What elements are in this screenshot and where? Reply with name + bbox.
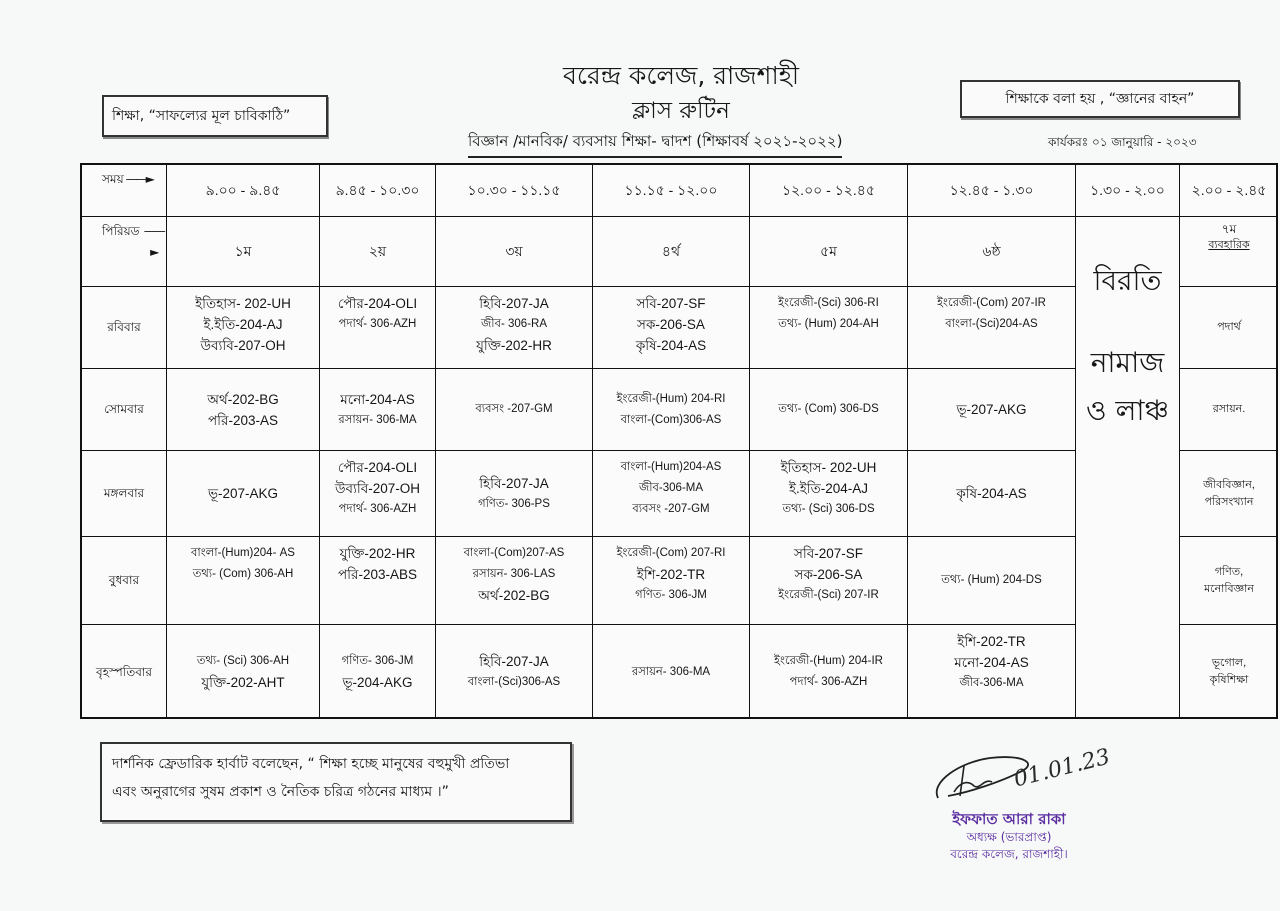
time-slot-header [750, 165, 908, 217]
class-entry: পদার্থ- 306-AZH [789, 676, 868, 688]
class-entry: রসায়ন- 306-LAS [472, 568, 556, 580]
day-label-cell [82, 451, 167, 537]
class-entry: গণিত- 306-JM [341, 655, 414, 667]
motto-left-text: শিক্ষা, “সাফল্যের মূল চাবিকাঠি” [112, 108, 291, 124]
practical-cell [1180, 451, 1278, 537]
motto-box-right [960, 80, 1240, 118]
quote-line-1: দার্শনিক ফ্রেডারিক হার্বাট বলেছেন, “ শিক্ষা হচ্ছে মানুষের বহুমুখী প্রতিভা [112, 756, 510, 772]
class-entry: ভূ-207-AKG [956, 402, 1027, 417]
day-label-cell [82, 287, 167, 369]
class-entry: কৃষি-204-AS [635, 338, 707, 353]
class-slot-cell [320, 451, 436, 537]
prayer-text: নামাজ [1090, 346, 1165, 379]
day-name: মঙ্গলবার [103, 486, 145, 500]
class-entry: তথ্য- (Hum) 204-DS [941, 574, 1042, 586]
practical-subject: কৃষিশিক্ষা [1209, 674, 1249, 686]
class-entry: তথ্য- (Com) 306-DS [778, 403, 879, 415]
class-slot-cell [750, 287, 908, 369]
time-slot-text: ৯.০০ - ৯.৪৫ [205, 182, 281, 198]
time-slot-text: ১০.৩০ - ১১.১৫ [467, 182, 561, 198]
class-entry: বাংলা-(Sci)306-AS [467, 676, 561, 688]
class-entry: ব্যবসং -207-GM [475, 403, 553, 415]
class-slot-cell [908, 287, 1076, 369]
class-entry: ব্যবসং -207-GM [632, 503, 710, 515]
day-name: বৃহস্পতিবার [96, 664, 152, 679]
class-entry: বাংলা-(Hum)204-AS [620, 461, 722, 473]
class-slot-cell [750, 451, 908, 537]
period-number-text: ৫ম [820, 243, 837, 259]
practical-cell [1180, 625, 1278, 719]
class-slot-cell [908, 625, 1076, 719]
class-entry: পৌর-204-OLI [337, 460, 418, 475]
class-entry: পরি-203-ABS [338, 567, 417, 582]
stream-and-session: বিজ্ঞান /মানবিক/ ব্যবসায় শিক্ষা- দ্বাদশ (শিক্ষাবর্ষ ২০২১-২০২২) [468, 130, 842, 158]
motto-right-text: শিক্ষাকে বলা হয় , “জ্ঞানের বাহন” [1005, 91, 1195, 107]
practical-cell [1180, 369, 1278, 451]
class-slot-cell [593, 625, 750, 719]
signer-organization: বরেন্দ্র কলেজ, রাজশাহী। [950, 847, 1068, 861]
time-slot-text: ১২.০০ - ১২.৪৫ [782, 182, 875, 198]
class-slot-cell [436, 369, 593, 451]
class-entry: বাংলা-(Hum)204- AS [191, 547, 295, 559]
practical-subject: গণিত, [1214, 565, 1244, 578]
class-entry: অর্থ-202-BG [478, 588, 550, 603]
class-slot-cell [908, 451, 1076, 537]
class-slot-cell [593, 287, 750, 369]
class-entry: মনো-204-AS [340, 391, 415, 407]
time-slot-header [1180, 165, 1278, 217]
quote-line-2: এবং অনুরাগের সুষম প্রকাশ ও নৈতিক চরিত্র গঠনের মাধ্যম ।” [112, 784, 449, 800]
class-entry: জীব-306-MA [638, 482, 704, 494]
practical-subject: ভূগোল, [1211, 657, 1247, 669]
class-entry: ইংরেজী-(Sci) 207-IR [778, 589, 879, 601]
motto-box-left [102, 95, 328, 137]
class-entry: যুক্তি-202-HR [339, 546, 416, 561]
class-routine-table [80, 163, 1278, 719]
class-entry: ইশি-202-TR [957, 634, 1026, 649]
day-name: রবিবার [107, 320, 141, 334]
class-entry: সক-206-SA [794, 567, 863, 582]
class-entry: তথ্য- (Com) 306-AH [192, 568, 294, 580]
period-number-text: ২য় [368, 243, 387, 259]
time-slot-text: ১২.৪৫ - ১.৩০ [949, 182, 1034, 198]
practical-subject: জীববিজ্ঞান, [1203, 478, 1255, 491]
class-slot-cell [320, 537, 436, 625]
period-number-text: ৩য় [505, 243, 523, 259]
class-slot-cell [750, 369, 908, 451]
class-entry: সবি-207-SF [636, 296, 706, 311]
class-entry: বাংলা-(Com)306-AS [620, 413, 722, 426]
period-7-header [1180, 217, 1278, 287]
practical-cell [1180, 537, 1278, 625]
class-entry: ভূ-207-AKG [207, 486, 279, 501]
period-number-header [750, 217, 908, 287]
time-label-wrap [102, 169, 153, 190]
class-slot-cell [167, 287, 320, 369]
class-entry: মনো-204-AS [954, 655, 1029, 670]
class-entry: জীব-306-MA [959, 677, 1024, 689]
class-entry: গণিত- 306-PS [478, 497, 550, 510]
period-header-label [82, 217, 167, 287]
day-label-cell [82, 625, 167, 719]
signature-date: 01.01.23 [1011, 744, 1113, 793]
time-slot-text: ১.৩০ - ২.০০ [1090, 182, 1165, 198]
class-entry: তথ্য- (Hum) 204-AH [778, 318, 879, 330]
class-entry: ভূ-204-AKG [342, 675, 413, 690]
break-column [1076, 217, 1180, 719]
arrow-right-icon: ——► [125, 172, 153, 186]
class-entry: হিবি-207-JA [479, 475, 549, 491]
class-entry: ই.ইতি-204-AJ [203, 317, 283, 332]
class-slot-cell [320, 625, 436, 719]
class-slot-cell [908, 537, 1076, 625]
day-label-cell [82, 537, 167, 625]
practical-subject: পদার্থ [1217, 321, 1241, 333]
class-entry: রসায়ন- 306-MA [338, 413, 417, 426]
class-slot-cell [320, 287, 436, 369]
time-header-label [82, 165, 167, 217]
class-entry: ইংরেজী-(Hum) 204-RI [616, 392, 726, 405]
time-slot-header [593, 165, 750, 217]
class-entry: হিবি-207-JA [479, 296, 549, 311]
time-slot-text: ১১.১৫ - ১২.০০ [624, 182, 718, 198]
break-text: বিরতি [1093, 264, 1162, 297]
time-slot-header [167, 165, 320, 217]
class-entry: কৃষি-204-AS [956, 486, 1027, 501]
period-number-header [908, 217, 1076, 287]
class-entry: যুক্তি-202-HR [476, 338, 552, 353]
class-slot-cell [167, 625, 320, 719]
lunch-text: ও লাঞ্চ [1086, 394, 1169, 427]
class-slot-cell [167, 537, 320, 625]
class-entry: পদার্থ- 306-AZH [338, 503, 417, 515]
signer-name: ইফফাত আরা রাকা [952, 810, 1066, 828]
period-number-header [320, 217, 436, 287]
period-number-header [593, 217, 750, 287]
day-name: বুধবার [108, 573, 140, 587]
day-name: সোমবার [104, 402, 144, 416]
class-slot-cell [167, 451, 320, 537]
practical-subject: পরিসংখ্যান [1204, 495, 1254, 508]
practical-subject: রসায়ন. [1212, 403, 1246, 415]
time-label-text: সময় [102, 172, 124, 186]
document-title: ক্লাস রুটিন [632, 98, 730, 124]
class-entry: তথ্য- (Sci) 306-DS [782, 503, 875, 515]
class-entry: বাংলা-(Com)207-AS [463, 547, 565, 559]
period-number-text: ৬ষ্ঠ [982, 243, 1001, 259]
period-number-text: ১ম [234, 243, 252, 259]
period-number-header [436, 217, 593, 287]
time-slot-header [320, 165, 436, 217]
class-entry: তথ্য- (Sci) 306-AH [196, 655, 290, 667]
time-slot-header [436, 165, 593, 217]
time-slot-header [1076, 165, 1180, 217]
class-entry: পদার্থ- 306-AZH [338, 318, 417, 330]
class-slot-cell [167, 369, 320, 451]
time-slot-text: ৯.৪৫ - ১০.৩০ [335, 182, 420, 198]
class-entry: ই.ইতি-204-AJ [788, 481, 869, 496]
practical-label: ব্যবহারিক [1208, 239, 1250, 251]
class-entry: ইংরেজী-(Com) 207-RI [616, 547, 726, 559]
class-slot-cell [908, 369, 1076, 451]
signer-designation: অধ্যক্ষ (ভারপ্রাপ্ত) [966, 830, 1052, 844]
class-entry: সক-206-SA [637, 317, 705, 332]
class-entry: ইংরেজী-(Hum) 204-IR [774, 655, 883, 667]
class-entry: রসায়ন- 306-MA [631, 665, 711, 678]
class-entry: জীব- 306-RA [481, 318, 547, 330]
class-entry: ইংরেজী-(Com) 207-IR [937, 297, 1046, 309]
class-entry: যুক্তি-202-AHT [201, 675, 285, 690]
class-entry: পরি-203-AS [208, 412, 278, 428]
philosopher-quote-box [100, 742, 572, 822]
day-label-cell [82, 369, 167, 451]
class-slot-cell [436, 625, 593, 719]
class-entry: উব্যবি-207-OH [334, 481, 421, 496]
class-entry: ইতিহাস- 202-UH [780, 460, 877, 475]
class-slot-cell [320, 369, 436, 451]
period-7-label: ৭ম [1221, 222, 1237, 236]
practical-subject: মনোবিজ্ঞান [1204, 582, 1254, 595]
class-slot-cell [436, 537, 593, 625]
class-entry: অর্থ-202-BG [207, 391, 279, 407]
class-slot-cell [436, 451, 593, 537]
class-entry: ইতিহাস- 202-UH [195, 296, 291, 311]
class-entry: ইংরেজী-(Sci) 306-RI [778, 297, 879, 309]
class-slot-cell [750, 625, 908, 719]
period-number-text: ৪র্থ [661, 243, 681, 259]
class-slot-cell [750, 537, 908, 625]
class-entry: পৌর-204-OLI [337, 296, 418, 311]
period-label-text: পিরিয়ড [102, 224, 140, 238]
class-slot-cell [593, 537, 750, 625]
college-name: বরেন্দ্র কলেজ, রাজশাহী [563, 61, 799, 90]
class-entry: ইশি-202-TR [636, 567, 706, 582]
period-label-wrap [102, 221, 166, 263]
class-entry: গণিত- 306-JM [635, 589, 707, 601]
class-entry: হিবি-207-JA [479, 654, 549, 669]
class-slot-cell [436, 287, 593, 369]
class-slot-cell [593, 369, 750, 451]
time-slot-header [908, 165, 1076, 217]
effective-date: কার্যকরঃ ০১ জানুয়ারি - ২০২৩ [1048, 135, 1197, 149]
class-entry: সবি-207-SF [793, 546, 864, 561]
class-entry: বাংলা-(Sci)204-AS [945, 318, 1038, 330]
arrow-right-icon: ——► [143, 224, 164, 259]
period-number-header [167, 217, 320, 287]
class-slot-cell [593, 451, 750, 537]
practical-cell [1180, 287, 1278, 369]
time-slot-text: ২.০০ - ২.৪৫ [1191, 182, 1267, 198]
class-entry: উব্যবি-207-OH [200, 338, 286, 353]
